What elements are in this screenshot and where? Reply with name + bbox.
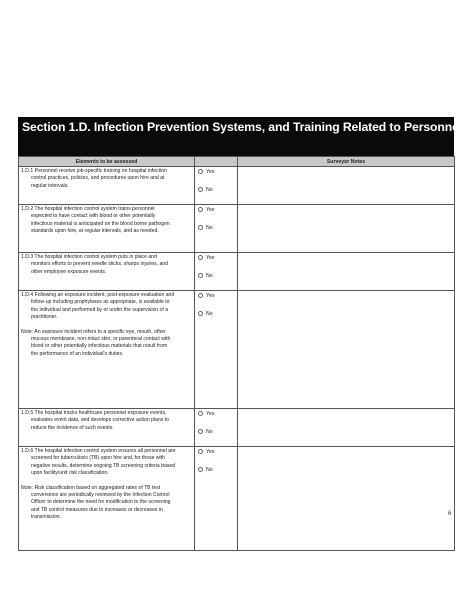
table-row	[19, 205, 455, 253]
element-text	[19, 447, 194, 524]
option-label: Yes	[206, 410, 215, 417]
element-line: 1.D.6 The hospital infection control system ensures all personnel are	[21, 448, 176, 454]
option-no[interactable]	[198, 186, 237, 193]
element-line: regular intervals.	[31, 182, 69, 189]
element-cell	[19, 291, 195, 409]
header-elements: Elements to be assessed	[19, 157, 195, 167]
element-text	[19, 291, 194, 360]
table-row	[19, 167, 455, 205]
option-label: No	[206, 428, 213, 435]
radio-no-icon[interactable]	[198, 467, 203, 472]
note-line: conversions are periodically reviewed by the Infection Control	[31, 492, 170, 499]
radio-yes-icon[interactable]	[198, 293, 203, 298]
options-cell	[195, 447, 238, 551]
option-yes[interactable]	[198, 254, 237, 261]
note-line: transmission.	[31, 514, 62, 521]
header-options	[195, 157, 238, 167]
option-label: Yes	[206, 292, 215, 299]
option-label: Yes	[206, 206, 215, 213]
element-line: expected to have contact with blood or other potentially	[31, 213, 156, 220]
option-no[interactable]	[198, 272, 237, 279]
element-line: reduce the incidence of such events.	[31, 424, 114, 431]
element-note	[21, 329, 191, 359]
element-line: standards upon hire, at regular intervals, and as needed.	[31, 228, 159, 235]
element-text	[19, 409, 194, 434]
element-line: 1.D.3 The hospital infection control system puts in place and	[21, 254, 157, 260]
element-line: monitors efforts to prevent needle sticks, sharps injuries, and	[31, 261, 168, 268]
option-label: No	[206, 186, 213, 193]
radio-no-icon[interactable]	[198, 273, 203, 278]
radio-no-icon[interactable]	[198, 225, 203, 230]
element-cell	[19, 167, 195, 205]
element-line: infectious material is anticipated on the blood borne pathogen	[31, 220, 170, 227]
option-label: No	[206, 272, 213, 279]
option-no[interactable]	[198, 310, 237, 317]
surveyor-notes-cell[interactable]	[238, 205, 455, 253]
table-row	[19, 409, 455, 447]
element-line: control practices, policies, and procedures upon hire and at	[31, 175, 165, 182]
radio-no-icon[interactable]	[198, 311, 203, 316]
element-text	[19, 167, 194, 192]
element-line: other employee exposure events.	[31, 268, 107, 275]
element-line: the individual and performed by or under the supervision of a	[31, 306, 169, 313]
surveyor-notes-cell[interactable]	[238, 409, 455, 447]
element-line: evaluates event data, and develops corrective action plans to	[31, 417, 169, 424]
option-no[interactable]	[198, 428, 237, 435]
note-line: Note: An exposure incident refers to a specific eye, mouth, other	[21, 328, 166, 335]
options-cell	[195, 253, 238, 291]
note-line: mucous membrane, non-intact skin, or parenteral contact with	[31, 336, 171, 343]
table-header-row	[19, 157, 455, 167]
element-line: 1.D.2 The hospital infection control system trains personnel	[21, 206, 155, 212]
options-cell	[195, 167, 238, 205]
option-label: Yes	[206, 168, 215, 175]
assessment-table	[18, 156, 455, 551]
radio-no-icon[interactable]	[198, 429, 203, 434]
note-line: Note: Risk classification based on aggregated rates of TB test	[21, 484, 161, 491]
element-line: 1.D.4 Following an exposure incident, post-exposure evaluation and	[21, 292, 175, 298]
radio-yes-icon[interactable]	[198, 411, 203, 416]
section-banner	[18, 117, 463, 156]
element-line: practitioner.	[31, 314, 58, 321]
element-cell	[19, 205, 195, 253]
option-yes[interactable]	[198, 206, 237, 213]
options-cell	[195, 409, 238, 447]
option-yes[interactable]	[198, 168, 237, 175]
element-line: upon facility/unit risk classification.	[31, 470, 109, 477]
option-label: No	[206, 310, 213, 317]
element-line: follow-up including prophylaxes as appropriate, is available to	[31, 299, 170, 306]
section-title: Section 1.D. Infection Prevention Systems, and Training Related to Personnel	[22, 120, 463, 134]
option-label: No	[206, 466, 213, 473]
table-row	[19, 447, 455, 551]
table-row	[19, 253, 455, 291]
element-line: negative results, determine ongoing TB screening criteria based	[31, 462, 176, 469]
element-cell	[19, 253, 195, 291]
radio-yes-icon[interactable]	[198, 169, 203, 174]
element-text	[19, 205, 194, 238]
table-row	[19, 291, 455, 409]
radio-yes-icon[interactable]	[198, 255, 203, 260]
element-text	[19, 253, 194, 278]
surveyor-notes-cell[interactable]	[238, 253, 455, 291]
radio-yes-icon[interactable]	[198, 449, 203, 454]
note-line: the performance of an individual's duties.	[31, 350, 124, 357]
element-line: screened for tuberculosis (TB) upon hire and, for those with	[31, 455, 165, 462]
option-label: Yes	[206, 448, 215, 455]
element-cell	[19, 447, 195, 551]
surveyor-notes-cell[interactable]	[238, 167, 455, 205]
note-line: Officer to determine the need for modification to the screening	[31, 499, 171, 506]
option-no[interactable]	[198, 224, 237, 231]
header-surveyor-notes: Surveyor Notes	[238, 157, 455, 167]
element-note	[21, 485, 191, 522]
option-yes[interactable]	[198, 410, 237, 417]
page-number: 6	[448, 511, 452, 517]
options-cell	[195, 291, 238, 409]
option-no[interactable]	[198, 466, 237, 473]
element-line: 1.D.5 The hospital tracks healthcare personnel exposure events,	[21, 410, 167, 416]
option-yes[interactable]	[198, 448, 237, 455]
surveyor-notes-cell[interactable]	[238, 291, 455, 409]
option-label: Yes	[206, 254, 215, 261]
radio-no-icon[interactable]	[198, 187, 203, 192]
option-label: No	[206, 224, 213, 231]
option-yes[interactable]	[198, 292, 237, 299]
surveyor-notes-cell[interactable]	[238, 447, 455, 551]
radio-yes-icon[interactable]	[198, 207, 203, 212]
element-line: 1.D.1 Personnel receive job-specific training on hospital infection	[21, 168, 167, 174]
element-cell	[19, 409, 195, 447]
note-line: and TB control measures due to increases or decreases in	[31, 506, 163, 513]
note-line: blood or other potentially infectious materials that result from	[31, 343, 168, 350]
options-cell	[195, 205, 238, 253]
